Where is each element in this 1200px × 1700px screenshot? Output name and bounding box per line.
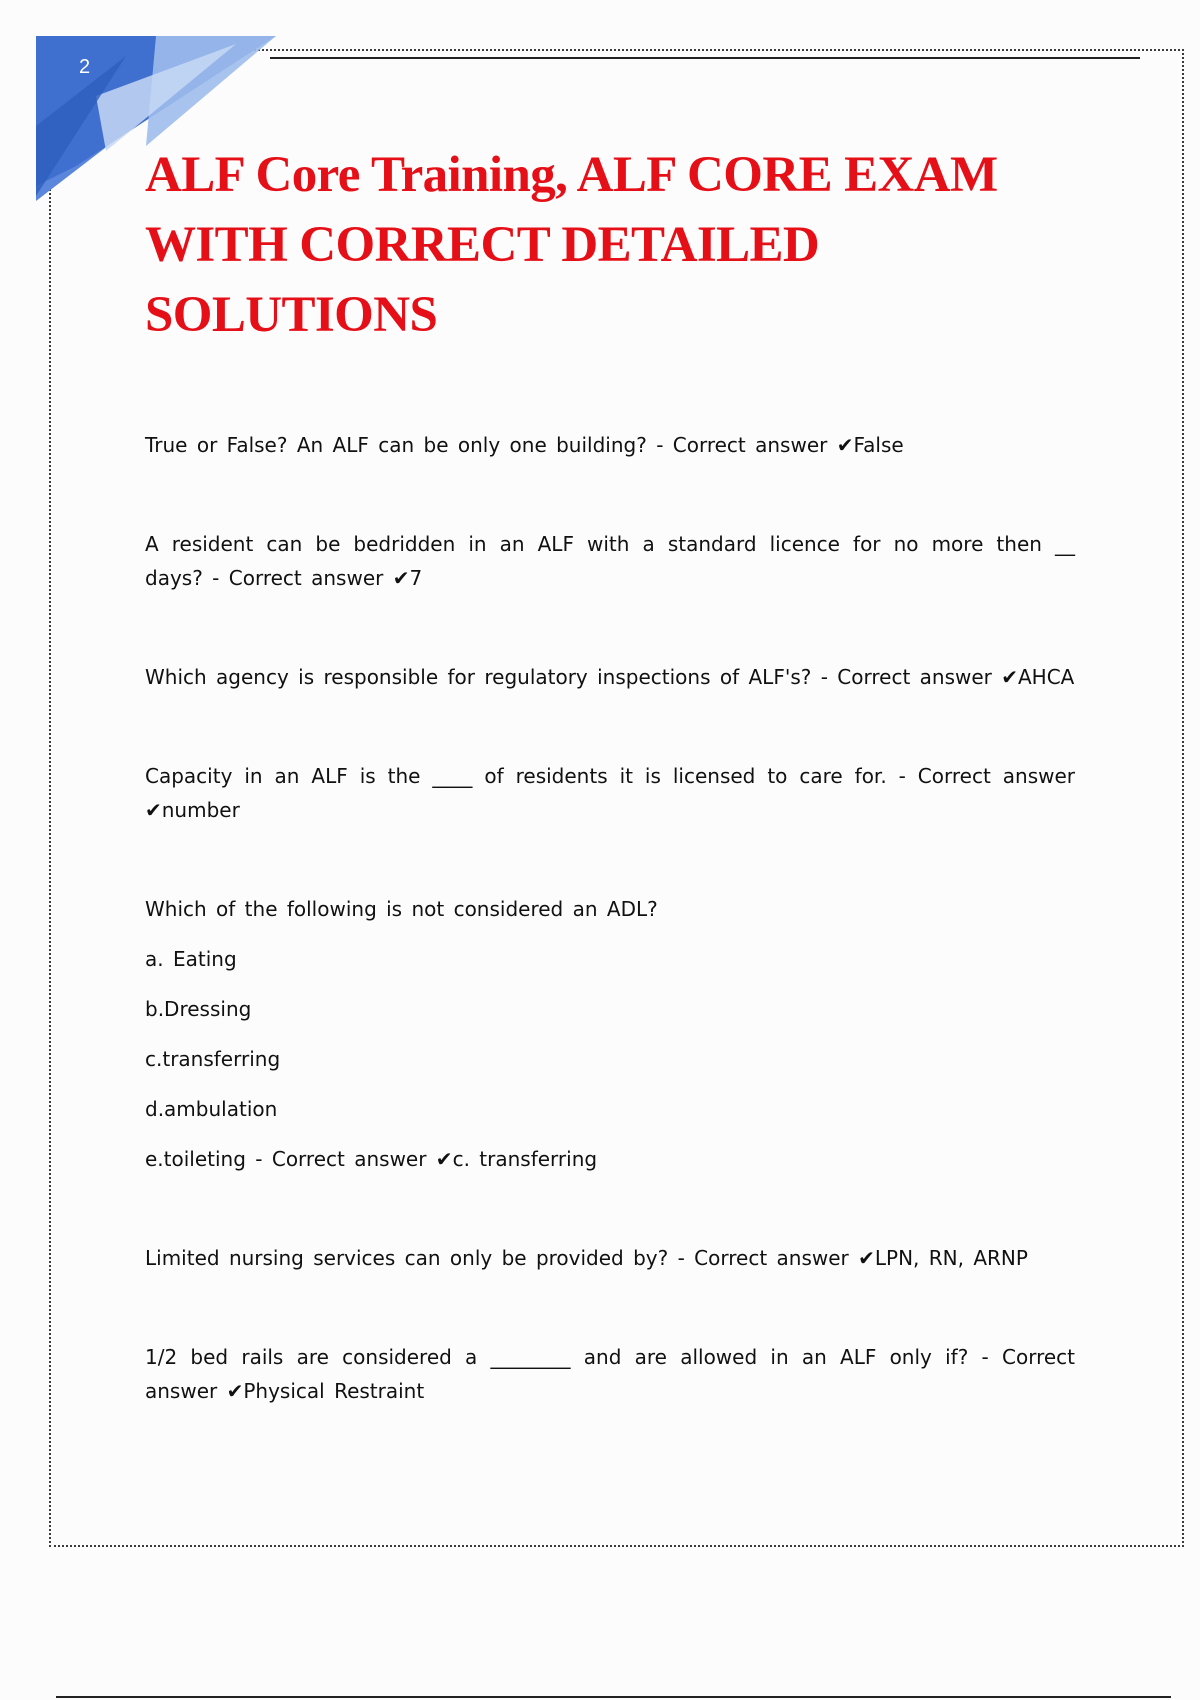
question-6: Limited nursing services can only be provided by? - Correct answer ✔LPN, RN, ARNP (145, 1246, 1028, 1270)
question-3: Which agency is responsible for regulatory inspections of ALF's? - Correct answer ✔AHCA (145, 665, 1075, 689)
question-4: Capacity in an ALF is the ____ of residents it is licensed to care for. - Correct answer ✔number (145, 764, 1075, 822)
question-5: Which of the following is not considered an ADL? (145, 897, 658, 921)
question-list (145, 428, 1075, 1408)
question-7: 1/2 bed rails are considered a ________ and are allowed in an ALF only if? - Correct answer ✔Physical Restraint (145, 1345, 1075, 1403)
option-a: a. Eating (145, 947, 237, 971)
document-title: ALF Core Training, ALF CORE EXAM WITH CORRECT DETAILED SOLUTIONS (145, 147, 998, 343)
option-d: d.ambulation (145, 1097, 278, 1121)
page-number: 2 (79, 56, 91, 78)
header-rule (270, 57, 1140, 59)
question-2: A resident can be bedridden in an ALF with a standard licence for no more then __ days? - Correct answer ✔7 (145, 532, 1075, 590)
option-b: b.Dressing (145, 997, 252, 1021)
option-e: e.toileting - Correct answer ✔c. transferring (145, 1147, 598, 1171)
question-1: True or False? An ALF can be only one building? - Correct answer ✔False (145, 433, 904, 457)
option-c: c.transferring (145, 1047, 281, 1071)
footer-rule (56, 1696, 1171, 1698)
